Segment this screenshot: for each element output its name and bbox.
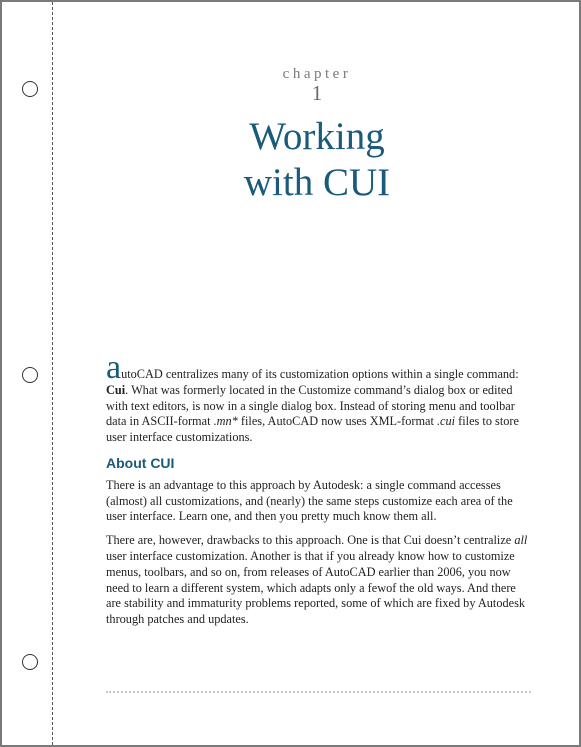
para2-italic: all bbox=[514, 533, 528, 548]
drop-cap: a bbox=[106, 349, 122, 386]
chapter-body bbox=[106, 349, 531, 636]
intro-text-4: files to store user interface customizations. bbox=[106, 414, 519, 445]
chapter-title-line-2: with CUI bbox=[243, 161, 391, 204]
intro-bold-command: Cui bbox=[106, 382, 126, 397]
chapter-number: 1 bbox=[311, 81, 323, 105]
intro-text-3: files, AutoCAD now uses XML-format bbox=[237, 414, 437, 429]
para2-text-a: There are, however, drawbacks to this approach. One is that Cui doesn’t centralize bbox=[106, 533, 515, 548]
intro-italic-mn: .mn* bbox=[213, 414, 238, 429]
punch-hole-middle bbox=[22, 367, 38, 383]
section-paragraph-1: There is an advantage to this approach by Autodesk: a single command accesses (almost) all customizations, and (nearly) the same steps customize each area of the user interface. Learn one, and then you pretty much know them all. bbox=[106, 477, 513, 524]
chapter-title bbox=[2, 114, 581, 206]
footer-dotted-rule bbox=[106, 691, 531, 693]
section-heading: About CUI bbox=[106, 454, 175, 471]
intro-text-2: . What was formerly located in the Customize command’s dialog box or edited with text editors, is now in a single dialog box. Instead of storing menu and toolbar data in ASCII-format bbox=[106, 382, 515, 429]
intro-text-1: utoCAD centralizes many of its customization options within a single command: bbox=[121, 367, 519, 381]
section-paragraph-2 bbox=[106, 533, 531, 628]
punch-hole-bottom bbox=[22, 654, 38, 670]
intro-italic-cui: .cui bbox=[436, 414, 456, 429]
intro-paragraph bbox=[106, 349, 531, 446]
chapter-label: chapter bbox=[282, 66, 352, 82]
chapter-title-line-1: Working bbox=[249, 115, 385, 158]
para2-text-b: user interface customization. Another is that if you already know how to customize menus, toolbars, and so on, from releases of AutoCAD earlier than 2006, you now need to learn a different system, which adapts only a fewof the old ways. And there are stability and immaturity problems reported, some of which are fixed by Autodesk through patches and updates. bbox=[106, 548, 526, 627]
